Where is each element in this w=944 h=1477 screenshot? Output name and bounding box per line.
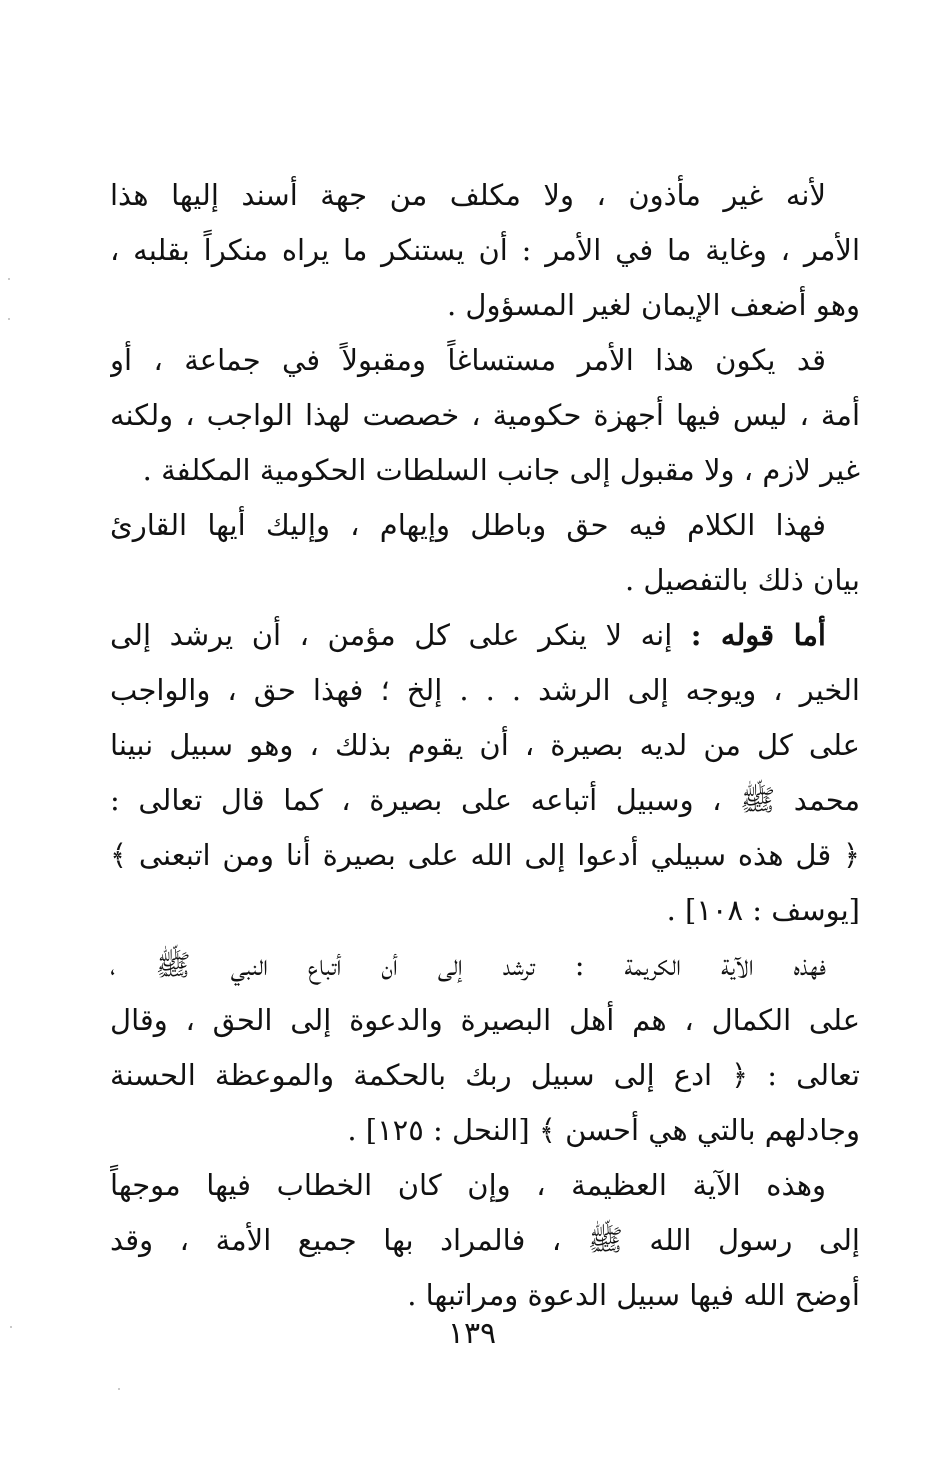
line-text: الأمر ، وغاية ما في الأمر : أن يستنكر ما يراه منكراً بقلبه ،	[110, 233, 860, 267]
line-text: على كل من لديه بصيرة ، أن يقوم بذلك ، وهو سبيل نبينا	[110, 728, 860, 762]
line-text: بيان ذلك بالتفصيل .	[624, 563, 860, 597]
text-line	[110, 223, 860, 278]
line-text: فهذا الكلام فيه حق وباطل وإيهام ، وإليك أيها القارئ	[110, 508, 826, 542]
scan-speck	[8, 318, 10, 320]
line-text: على الكمال ، هم أهل البصيرة والدعوة إلى الحق ، وقال	[110, 1003, 860, 1037]
line-text: أمة ، ليس فيها أجهزة حكومية ، خصصت لهذا الواجب ، ولكنه	[110, 398, 860, 432]
line-text: وهذه الآية العظيمة ، وإن كان الخطاب فيها موجهاً	[110, 1168, 826, 1202]
line-text: تعالى : ﴿ ادع إلى سبيل ربك بالحكمة والموعظة الحسنة	[110, 1058, 860, 1092]
line-text: ﴿ قل هذه سبيلي أدعوا إلى الله على بصيرة أنا ومن اتبعنى ﴾	[110, 838, 860, 872]
line-text: لأنه غير مأذون ، ولا مكلف من جهة أسند إليها هذا	[110, 178, 826, 212]
text-line	[110, 718, 860, 773]
body-text	[110, 168, 860, 1323]
text-line	[110, 1103, 860, 1158]
text-line	[110, 1048, 860, 1103]
text-line	[110, 938, 860, 993]
line-text: الخير ، ويوجه إلى الرشد . . . إلخ ؛ فهذا حق ، والواجب	[110, 673, 860, 707]
line-text: [يوسف : ١٠٨] .	[666, 893, 860, 927]
text-line	[110, 993, 860, 1048]
scan-speck	[118, 1388, 120, 1390]
text-line	[110, 168, 860, 223]
text-line	[110, 333, 860, 388]
line-text: محمد ﷺ ، وسبيل أتباعه على بصيرة ، كما قال تعالى :	[110, 783, 860, 817]
line-text: فهذه الآية الكريمة : ترشد إلى أن أتباع النبي ﷺ ،	[110, 948, 826, 982]
text-line	[110, 388, 860, 443]
text-line	[110, 278, 860, 333]
page-number: ١٣٩	[447, 1316, 497, 1351]
text-line	[110, 443, 860, 498]
text-line	[110, 608, 860, 663]
line-text: إنه لا ينكر على كل مؤمن ، أن يرشد إلى	[110, 618, 691, 652]
bold-lead-in: أما قوله :	[690, 618, 826, 652]
text-line	[110, 1158, 860, 1213]
text-line	[110, 773, 860, 828]
line-text: وهو أضعف الإيمان لغير المسؤول .	[446, 288, 860, 322]
line-text: غير لازم ، ولا مقبول إلى جانب السلطات الحكومية المكلفة .	[142, 453, 860, 487]
text-line	[110, 828, 860, 883]
text-line	[110, 498, 860, 553]
text-line	[110, 663, 860, 718]
text-line	[110, 883, 860, 938]
line-text: وجادلهم بالتي هي أحسن ﴾ [النحل : ١٢٥] .	[347, 1113, 860, 1147]
line-text: أوضح الله فيها سبيل الدعوة ومراتبها .	[407, 1278, 860, 1312]
line-text: إلى رسول الله ﷺ ، فالمراد بها جميع الأمة ، وقد	[110, 1223, 860, 1257]
line-text: قد يكون هذا الأمر مستساغاً ومقبولاً في جماعة ، أو	[110, 343, 826, 377]
text-line	[110, 1268, 860, 1323]
text-line	[110, 553, 860, 608]
scan-speck	[8, 278, 10, 280]
text-line	[110, 1213, 860, 1268]
